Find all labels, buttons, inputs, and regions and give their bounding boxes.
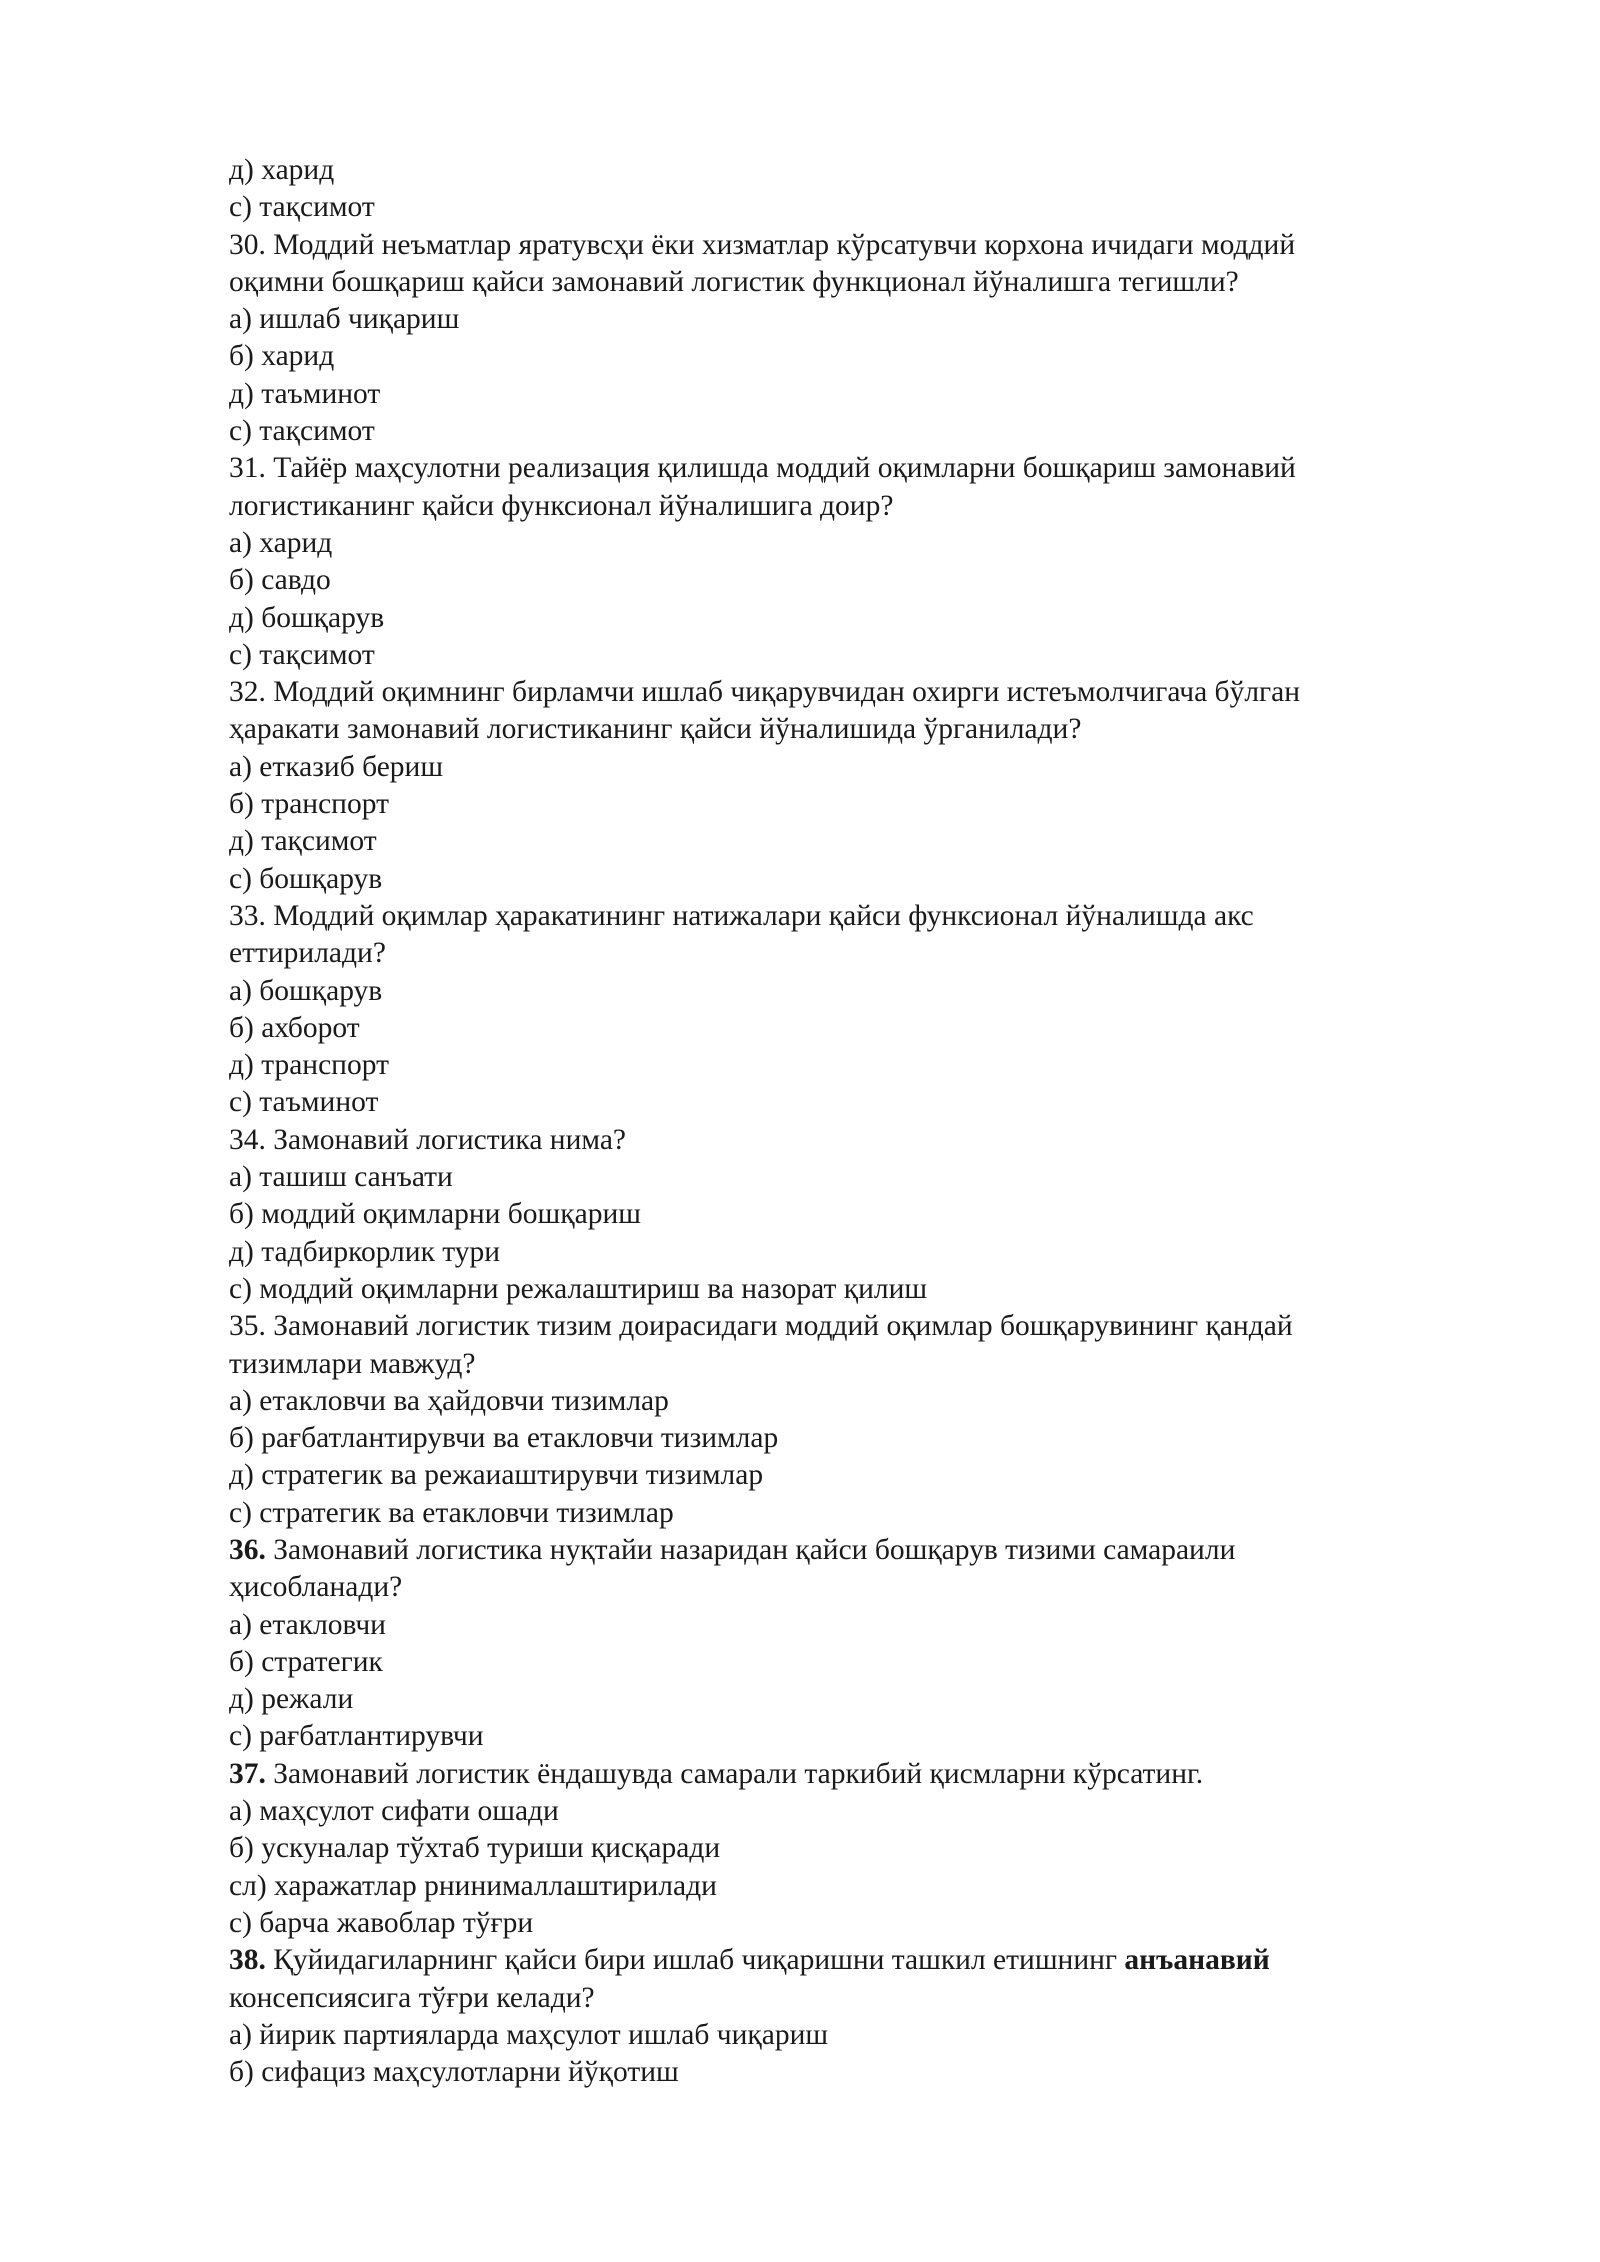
answer-option: д) режали <box>229 1683 354 1716</box>
answer-option: б) ускуналар тўхтаб туриши қисқаради <box>229 1832 721 1865</box>
answer-option: с) рағбатлантирувчи <box>229 1720 484 1753</box>
question-text: Қуйидагиларнинг қайси бири ишлаб чиқаришни ташкил етишнинг <box>265 1944 1125 1977</box>
question-number: 36. <box>229 1533 266 1566</box>
question-text: Замонавий логистика нуқтайи назаридан қайси бошқарув тизими самараили <box>265 1533 1236 1566</box>
answer-option: сл) харажатлар рнинималлаштирилади <box>229 1869 717 1902</box>
question-37 <box>229 1756 1429 1793</box>
answer-option: б) сифациз маҳсулотларни йўқотиш <box>229 2056 679 2089</box>
question-35: 35. Замонавий логистик тизим доирасидаги моддий оқимлар бошқарувининг қандай <box>229 1310 1293 1343</box>
answer-option: с) тақсимот <box>229 415 375 448</box>
question-34: 34. Замонавий логистика нима? <box>229 1123 627 1156</box>
answer-option: с) стратегик ва етакловчи тизимлар <box>229 1496 674 1529</box>
answer-option: с) бошқарув <box>229 862 383 895</box>
answer-option: а) харид <box>229 526 333 559</box>
question-33: 33. Моддий оқимлар ҳаракатининг натижалари қайси функсионал йўналишда акс <box>229 899 1254 932</box>
question-38 <box>229 1942 1429 1979</box>
answer-option: б) савдо <box>229 564 331 597</box>
answer-option: б) транспорт <box>229 788 389 821</box>
document-text <box>229 152 1429 2091</box>
answer-option: с) моддий оқимларни режалаштириш ва назорат қилиш <box>229 1272 928 1305</box>
text-line: консепсиясига тўғри келади? <box>229 1981 595 2014</box>
answer-option: а) етакловчи ва ҳайдовчи тизимлар <box>229 1384 669 1417</box>
text-line: логистиканинг қайси функсионал йўналишига доир? <box>229 489 894 522</box>
answer-option: с) тақсимот <box>229 638 375 671</box>
answer-option: д) транспорт <box>229 1049 389 1082</box>
question-32: 32. Моддий оқимнинг бирламчи ишлаб чиқарувчидан охирги истеъмолчигача бўлган <box>229 676 1301 709</box>
answer-option: д) тадбиркорлик тури <box>229 1235 501 1268</box>
answer-option: б) ахборот <box>229 1011 360 1044</box>
answer-option: д) стратегик ва режаиаштирувчи тизимлар <box>229 1459 764 1492</box>
answer-option: а) ташиш санъати <box>229 1161 453 1194</box>
question-number: 37. <box>229 1757 266 1790</box>
question-30: 30. Моддий неъматлар яратувсҳи ёки хизматлар кўрсатувчи корхона ичидаги моддий <box>229 228 1296 261</box>
text-line: с) тақсимот <box>229 191 375 224</box>
answer-option: б) моддий оқимларни бошқариш <box>229 1198 641 1231</box>
answer-option: б) стратегик <box>229 1645 383 1678</box>
question-number: 38. <box>229 1944 266 1977</box>
answer-option: с) таъминот <box>229 1086 379 1119</box>
answer-option: д) тақсимот <box>229 825 377 858</box>
text-line: оқимни бошқариш қайси замонавий логистик функционал йўналишга тегишли? <box>229 265 1239 298</box>
text-line: д) харид <box>229 154 335 186</box>
text-line: ҳисобланади? <box>229 1571 403 1604</box>
text-line: тизимлари мавжуд? <box>229 1347 476 1380</box>
answer-option: а) маҳсулот сифати ошади <box>229 1795 559 1828</box>
answer-option: а) етказиб бериш <box>229 750 444 783</box>
question-31: 31. Тайёр маҳсулотни реализация қилишда моддий оқимларни бошқариш замонавий <box>229 452 1296 485</box>
answer-option: д) таъминот <box>229 377 381 410</box>
answer-option: а) ишлаб чиқариш <box>229 303 460 336</box>
question-text: Замонавий логистик ёндашувда самарали таркибий қисмларни кўрсатинг. <box>265 1757 1204 1790</box>
text-line: ҳаракати замонавий логистиканинг қайси йўналишида ўрганилади? <box>229 713 1082 746</box>
answer-option: с) барча жавоблар тўғри <box>229 1906 534 1939</box>
emphasized-word: анъанавий <box>1124 1944 1270 1977</box>
answer-option: а) йирик партияларда маҳсулот ишлаб чиқариш <box>229 2018 829 2051</box>
text-line: еттирилади? <box>229 937 386 970</box>
answer-option: а) бошқарув <box>229 974 383 1007</box>
answer-option: д) бошқарув <box>229 601 385 634</box>
answer-option: б) рағбатлантирувчи ва етакловчи тизимлар <box>229 1422 779 1455</box>
answer-option: б) харид <box>229 340 335 373</box>
question-36 <box>229 1532 1429 1569</box>
answer-option: а) етакловчи <box>229 1608 386 1641</box>
